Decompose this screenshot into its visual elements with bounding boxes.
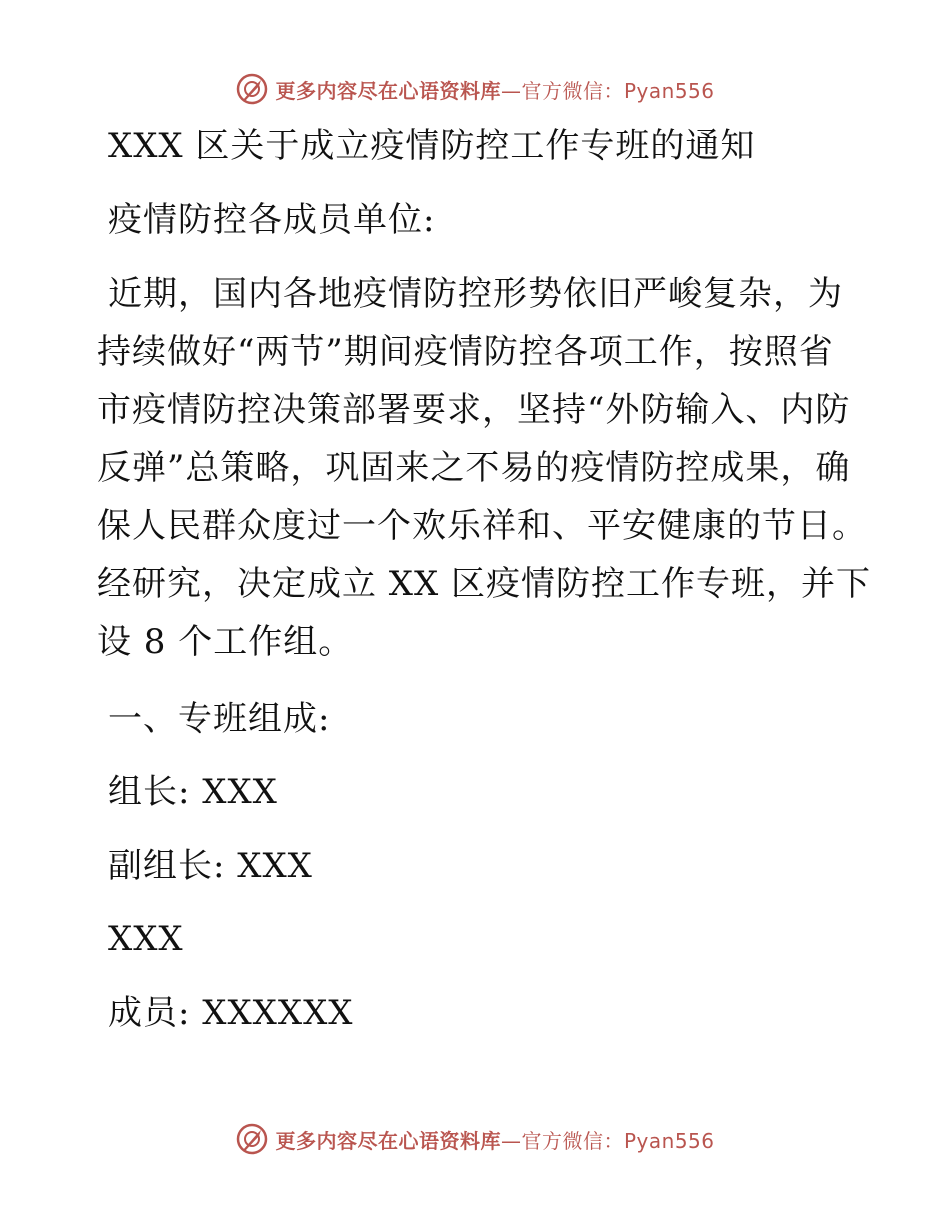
body-line-4: 反弹”总策略，巩固来之不易的疫情防控成果，确 [97, 448, 851, 488]
body-line-6: 经研究，决定成立 XX 区疫情防控工作专班，并下 [97, 564, 872, 604]
members-line: 成员: XXXXXX [108, 993, 354, 1033]
deputy-leader-line: 副组长: XXX [108, 846, 313, 886]
watermark-dash: — [500, 78, 522, 103]
body-line-3: 市疫情防控决策部署要求，坚持“外防输入、内防 [97, 390, 851, 430]
document-title: XXX 区关于成立疫情防控工作专班的通知 [108, 126, 756, 166]
watermark-dash: — [500, 1128, 522, 1153]
body-line-5: 保人民群众度过一个欢乐祥和、平安健康的节日。 [97, 506, 867, 546]
watermark-text [275, 1125, 714, 1154]
section-heading: 一、专班组成: [108, 699, 331, 739]
pen-logo-icon [235, 72, 269, 106]
watermark-handle: Pyan556 [623, 78, 715, 103]
watermark-secondary: 官方微信： [521, 1128, 624, 1153]
salutation: 疫情防控各成员单位: [108, 200, 436, 240]
watermark-footer [0, 1122, 950, 1156]
body-line-2: 持续做好“两节”期间疫情防控各项工作，按照省 [97, 332, 834, 372]
watermark-text [275, 75, 714, 104]
deputy-extra-line: XXX [108, 919, 184, 959]
body-line-7: 设 8 个工作组。 [97, 622, 354, 662]
watermark-main: 更多内容尽在心语资料库 [275, 1128, 501, 1153]
watermark-secondary: 官方微信： [521, 78, 624, 103]
body-line-1: 近期，国内各地疫情防控形势依旧严峻复杂，为 [108, 274, 843, 314]
pen-logo-icon [235, 1122, 269, 1156]
watermark-main: 更多内容尽在心语资料库 [275, 78, 501, 103]
watermark-header [0, 72, 950, 106]
watermark-handle: Pyan556 [623, 1128, 715, 1153]
leader-line: 组长: XXX [108, 772, 278, 812]
